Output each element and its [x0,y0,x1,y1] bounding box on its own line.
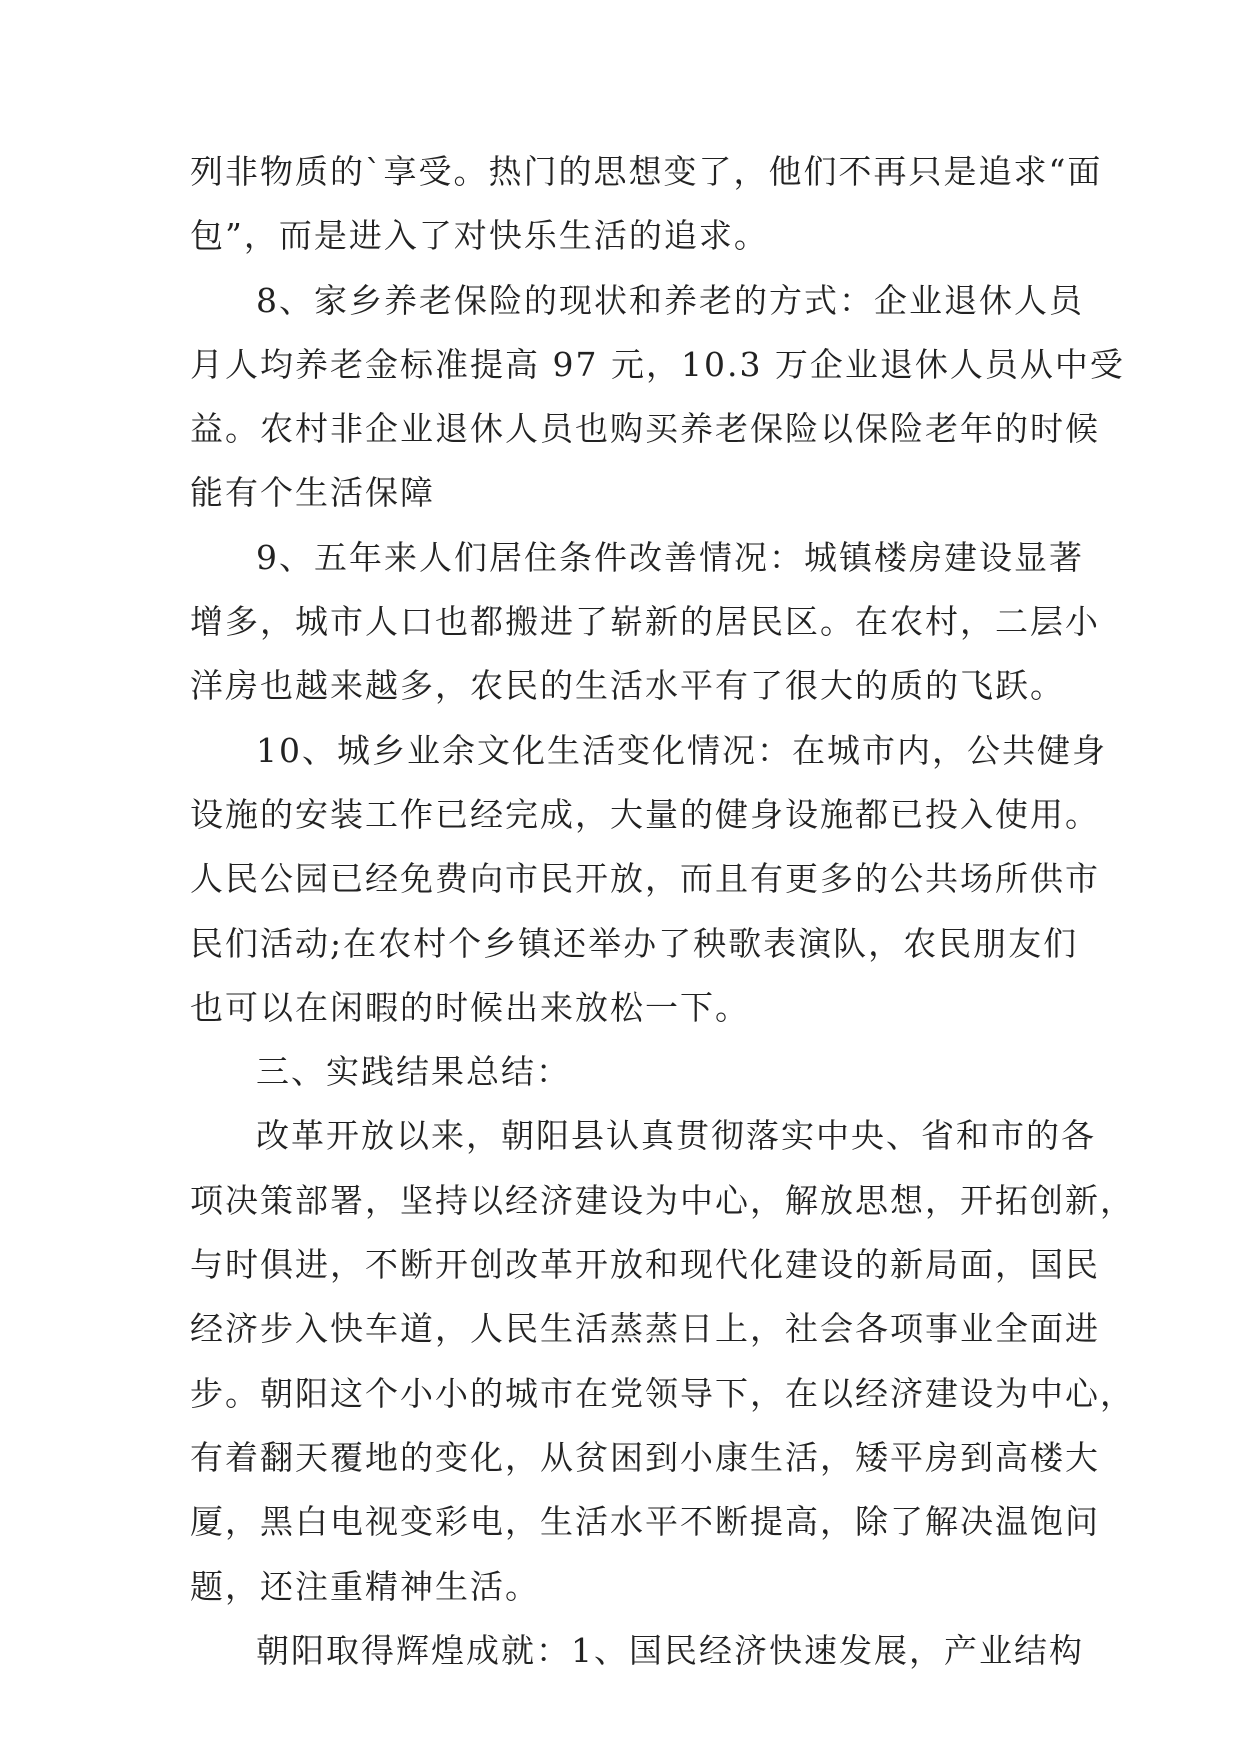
text-line: 民们活动;在农村个乡镇还举办了秧歌表演队，农民朋友们 [190,923,1079,963]
text-line: 项决策部署，坚持以经济建设为中心，解放思想，开拓创新， [190,1180,1135,1220]
text-line: 人民公园已经免费向市民开放，而且有更多的公共场所供市 [190,859,1100,899]
text-line: 朝阳取得辉煌成就：1、国民经济快速发展，产业结构 [256,1630,1084,1670]
text-line: 益。农村非企业退休人员也购买养老保险以保险老年的时候 [190,409,1100,449]
text-line: 厦，黑白电视变彩电，生活水平不断提高，除了解决温饱问 [190,1502,1100,1542]
text-line: 列非物质的`享受。热门的思想变了，他们不再只是追求“面 [190,152,1103,191]
text-line: 增多，城市人口也都搬进了崭新的居民区。在农村，二层小 [190,602,1100,642]
text-line: 与时俱进，不断开创改革开放和现代化建设的新局面，国民 [190,1245,1100,1285]
text-line: 题，还注重精神生活。 [190,1566,540,1606]
text-line: 包”，而是进入了对快乐生活的追求。 [190,216,769,256]
text-line: 月人均养老金标准提高 97 元，10.3 万企业退休人员从中受 [190,344,1125,384]
paragraph-achievements [190,1619,1084,1683]
section-heading [190,1040,1050,1104]
text-line: 10、城乡业余文化生活变化情况：在城市内，公共健身 [256,730,1107,770]
heading-line: 三、实践结果总结： [256,1052,571,1092]
text-line: 8、家乡养老保险的现状和养老的方式：企业退休人员 [256,280,1084,320]
text-line: 有着翻天覆地的变化，从贫困到小康生活，矮平房到高楼大 [190,1437,1100,1477]
text-line: 也可以在闲暇的时候出来放松一下。 [190,987,750,1027]
document-body [190,140,1135,1683]
text-line: 步。朝阳这个小小的城市在党领导下，在以经济建设为中心， [190,1373,1135,1413]
paragraph-summary [190,1104,1135,1618]
text-line: 洋房也越来越多，农民的生活水平有了很大的质的飞跃。 [190,666,1065,706]
paragraph-continuation [190,140,1103,269]
text-line: 设施的安装工作已经完成，大量的健身设施都已投入使用。 [190,794,1100,834]
text-line: 经济步入快车道，人民生活蒸蒸日上，社会各项事业全面进 [190,1309,1100,1349]
text-line: 9、五年来人们居住条件改善情况：城镇楼房建设显著 [256,537,1084,577]
paragraph-pension [190,269,1125,526]
text-line: 能有个生活保障 [190,473,435,513]
paragraph-culture [190,719,1107,1040]
text-line: 改革开放以来，朝阳县认真贯彻落实中央、省和市的各 [256,1116,1096,1156]
paragraph-housing [190,526,1100,719]
